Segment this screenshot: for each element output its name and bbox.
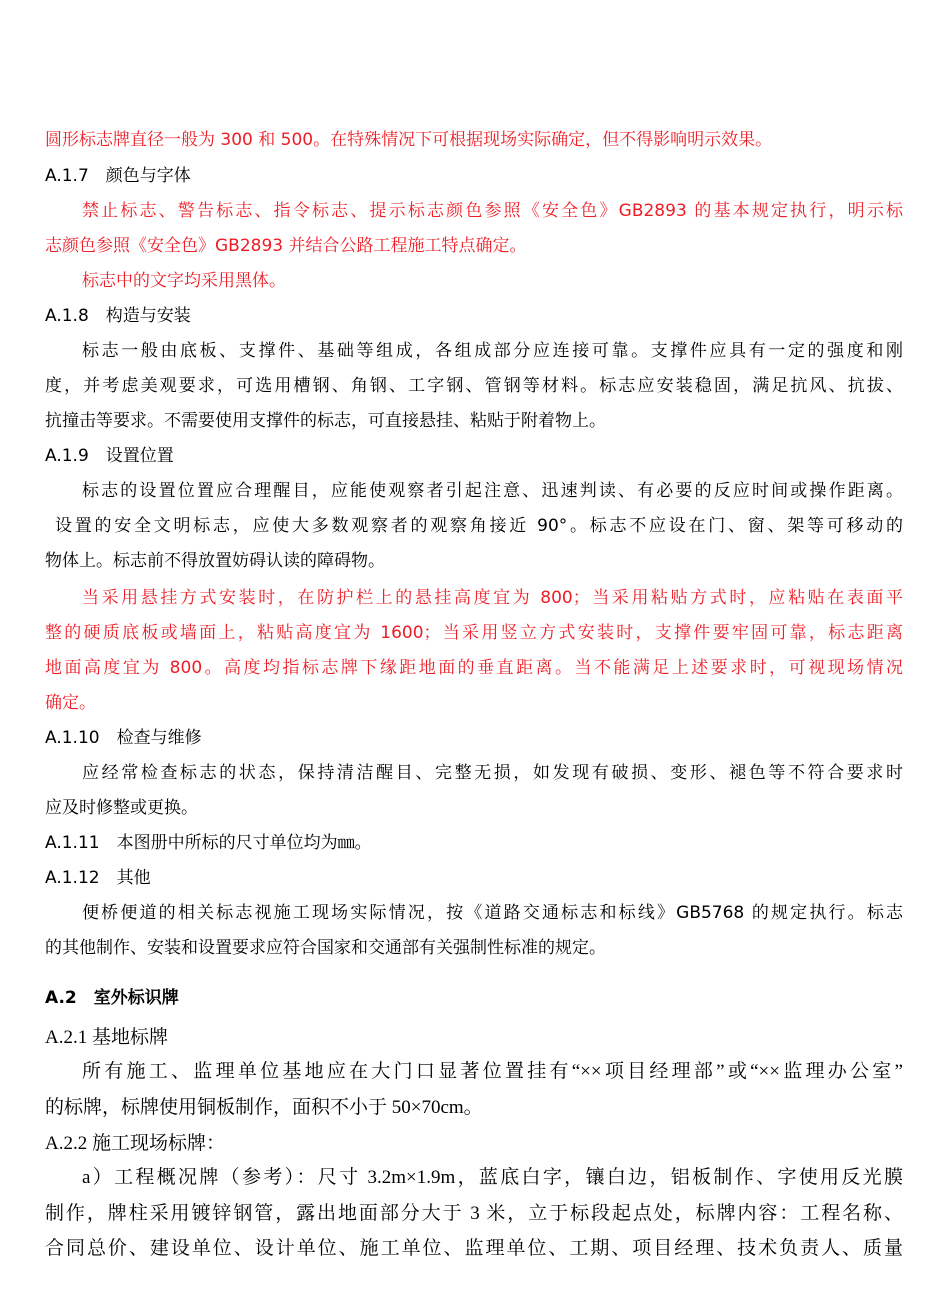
paragraph-line: 抗撞击等要求。不需要使用支撑件的标志，可直接悬挂、粘贴于附着物上。 — [45, 411, 606, 431]
paragraph-line: a）工程概况牌（参考）：尺寸 3.2m×1.9m，蓝底白字，镶白边，铝板制作、字使用反光膜 — [82, 1167, 903, 1188]
paragraph-line: 设置的安全文明标志，应使大多数观察者的观察角接近 90°。标志不应设在门、窗、架等可移动的 — [55, 516, 903, 536]
section-heading: A.1.10 检查与维修 — [45, 728, 202, 748]
paragraph-line: 标志一般由底板、支撑件、基础等组成，各组成部分应连接可靠。支撑件应具有一定的强度和刚 — [82, 341, 903, 361]
section-heading: A.1.7 颜色与字体 — [45, 166, 191, 186]
paragraph-line: 圆形标志牌直径一般为 300 和 500。在特殊情况下可根据现场实际确定，但不得影响明示效果。 — [45, 130, 773, 150]
paragraph-line: 志颜色参照《安全色》GB2893 并结合公路工程施工特点确定。 — [45, 236, 527, 256]
paragraph-line: 整的硬质底板或墙面上，粘贴高度宜为 1600；当采用竖立方式安装时，支撑件要牢固可靠，标志距离 — [45, 623, 903, 643]
paragraph-line: 便桥便道的相关标志视施工现场实际情况，按《道路交通标志和标线》GB5768 的规定执行。标志 — [82, 903, 903, 923]
paragraph-line: 确定。 — [45, 693, 96, 713]
paragraph-line: 当采用悬挂方式安装时，在防护栏上的悬挂高度宜为 800；当采用粘贴方式时，应粘贴在表面平 — [82, 588, 903, 608]
section-heading: A.1.8 构造与安装 — [45, 306, 191, 326]
paragraph-line: 标志中的文字均采用黑体。 — [82, 271, 286, 291]
paragraph-line: 的标牌，标牌使用铜板制作，面积不小于 50×70cm。 — [45, 1097, 483, 1118]
paragraph-line: 标志的设置位置应合理醒目，应能使观察者引起注意、迅速判读、有必要的反应时间或操作距离。 — [82, 481, 903, 501]
section-heading: A.1.12 其他 — [45, 868, 151, 888]
section-heading: A.1.9 设置位置 — [45, 446, 174, 466]
paragraph-line: 制作，牌柱采用镀锌钢管，露出地面部分大于 3 米，立于标段起点处，标牌内容：工程名称、 — [45, 1203, 903, 1224]
subsection-heading: A.2.1 基地标牌 — [45, 1027, 168, 1048]
paragraph-line: 物体上。标志前不得放置妨碍认读的障碍物。 — [45, 551, 385, 571]
subsection-heading: A.2.2 施工现场标牌： — [45, 1133, 225, 1154]
paragraph-line: 应及时修整或更换。 — [45, 798, 198, 818]
paragraph-line: 应经常检查标志的状态，保持清洁醒目、完整无损，如发现有破损、变形、褪色等不符合要求时 — [82, 763, 903, 783]
paragraph-line: 度，并考虑美观要求，可选用槽钢、角钢、工字钢、管钢等材料。标志应安装稳固，满足抗风、抗拔、 — [45, 376, 903, 396]
paragraph-line: 合同总价、建设单位、设计单位、施工单位、监理单位、工期、项目经理、技术负责人、质量 — [45, 1238, 903, 1259]
paragraph-line: 的其他制作、安装和设置要求应符合国家和交通部有关强制性标准的规定。 — [45, 938, 606, 958]
section-heading: A.1.11 本图册中所标的尺寸单位均为㎜。 — [45, 833, 372, 853]
paragraph-line: 禁止标志、警告标志、指令标志、提示标志颜色参照《安全色》GB2893 的基本规定执行，明示标 — [82, 201, 903, 221]
paragraph-line: 所有施工、监理单位基地应在大门口显著位置挂有“××项目经理部”或“××监理办公室” — [82, 1061, 903, 1082]
paragraph-line: 地面高度宜为 800。高度均指标志牌下缘距地面的垂直距离。当不能满足上述要求时，可视现场情况 — [45, 658, 903, 678]
chapter-heading: A.2 室外标识牌 — [45, 988, 179, 1008]
